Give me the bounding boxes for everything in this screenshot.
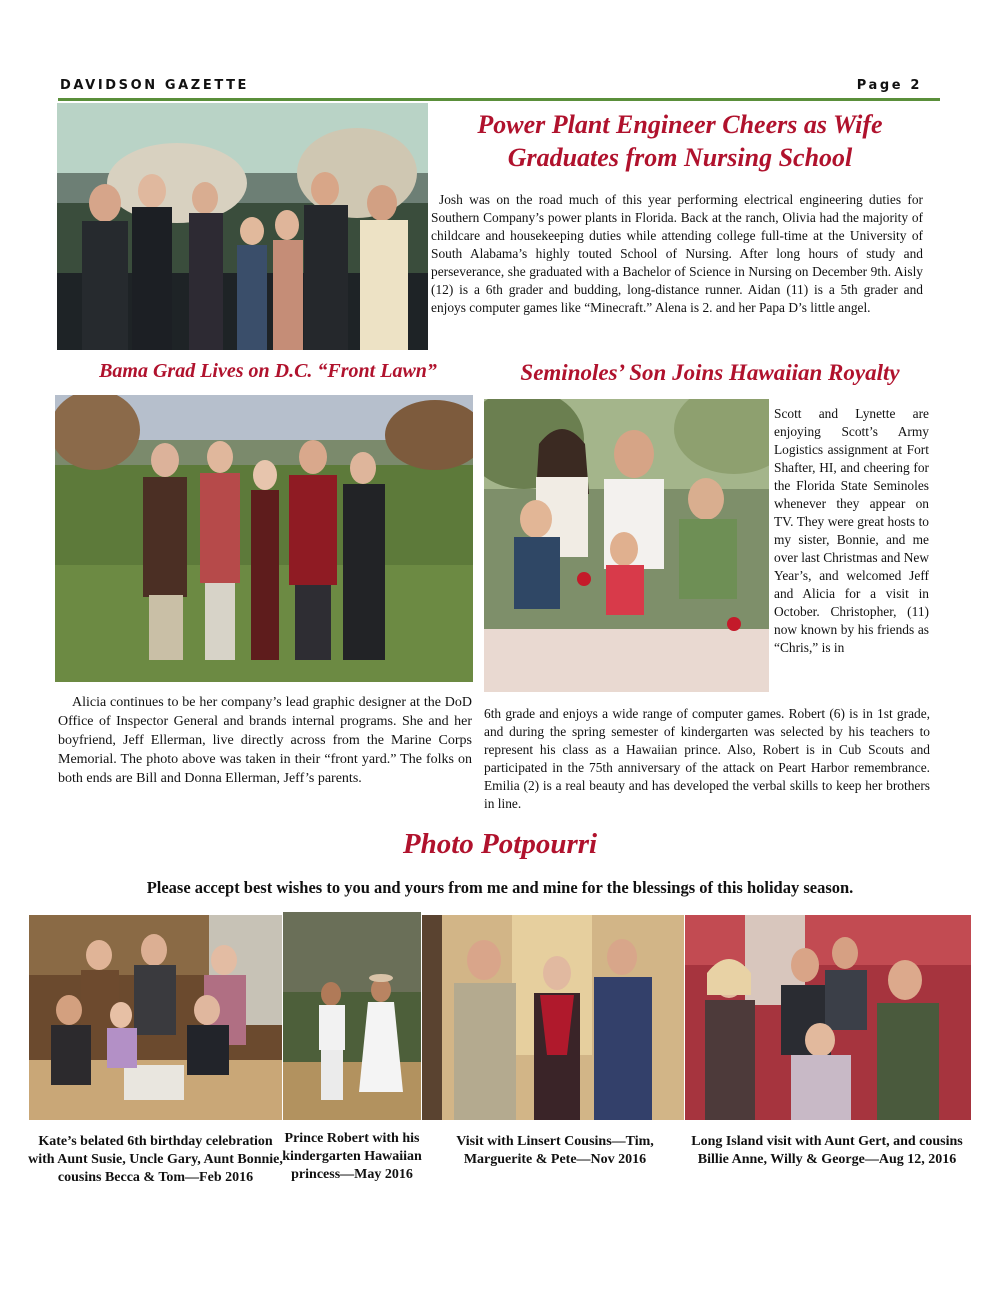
article-seminoles-side-text: Scott and Lynette are enjoying Scott’s Army Logistics assignment at Fort Shafter, HI, and cheering for the Florida State Seminoles whenever they appear on TV. They were great hosts to my sister, Bonnie, and me over last Christmas and New Year’s, and welcomed Jeff and Alicia for a visit in October. Christopher, (11) now known by his friends as “Chris,” is in [774,406,929,655]
long-island-photo [685,915,971,1120]
article-seminoles-bottom: 6th grade and enjoys a wide range of computer games. Robert (6) is in 1st grade, and during the spring semester of kindergarten was selected by his teachers to represent his class as a Hawaiian prince. Also, Robert is in Cub Scouts and participated in the 75th anniversary of the attack on Peart Harbor remembrance. Emilia (2) is a real beauty and has developed the verbal skills to keep her brothers in line. [484,706,930,811]
headline-photo-potpourri: Photo Potpourri [402,828,598,860]
graduation-photo [57,103,428,350]
birthday-photo [29,915,282,1120]
caption-long-island: Long Island visit with Aunt Gert, and cousins Billie Anne, Willy & George—Aug 12, 2016 [691,1134,963,1167]
headline-bama-grad: Bama Grad Lives on D.C. “Front Lawn” [99,360,437,382]
holiday-wishes: Please accept best wishes to you and yours from me and mine for the blessings of this holiday season. [146,878,854,897]
publication-name: DAVIDSON GAZETTE [60,78,250,93]
linsert-cousins-photo [422,915,684,1120]
header-rule [58,98,940,101]
caption-prince-robert: Prince Robert with his kindergarten Hawaiian princess—May 2016 [282,1131,422,1182]
hawaii-family-photo [484,399,769,692]
caption-linsert-cousins: Visit with Linsert Cousins—Tim, Marguerite & Pete—Nov 2016 [456,1134,654,1167]
hawaiian-prince-photo [283,912,421,1120]
headline-seminoles: Seminoles’ Son Joins Hawaiian Royalty [520,360,900,385]
article-bama-grad-text: Alicia continues to be her company’s lead graphic designer at the DoD Office of Inspector General and brands internal programs. She and her boyfriend, Jeff Ellerman, live directly across from the Marine Corps Memorial. The photo above was taken in their “front yard.” The folks on both ends are Bill and Donna Ellerman, Jeff’s parents. [58,695,472,786]
page-number: Page 2 [856,78,922,93]
article-power-plant-text: Josh was on the road much of this year performing electrical engineering duties for Southern Company’s power plants in Florida. Back at the ranch, Olivia had the majority of childcare and housekeeping duties while attending college full-time at the University of South Alabama’s highly touted School of Nursing. After long hours of study and perseverance, she graduated with a Bachelor of Science in Nursing on December 9th. Aisly (12) is a 6th grader and budding, long-distance runner. Aidan (11) is a 5th grader and enjoys computer games like “Minecraft.” Alena is 2. and her Papa D’s little angel. [431,192,923,315]
headline-power-plant: Power Plant Engineer Cheers as Wife Graduates from Nursing School [477,110,883,172]
article-power-plant-body [431,191,923,317]
article-bama-grad-body [58,693,472,788]
caption-kate-birthday: Kate’s belated 6th birthday celebration with Aunt Susie, Uncle Gary, Aunt Bonnie, cousins Becca & Tom—Feb 2016 [28,1134,283,1185]
front-lawn-photo [55,395,473,682]
article-seminoles-side [774,405,929,657]
